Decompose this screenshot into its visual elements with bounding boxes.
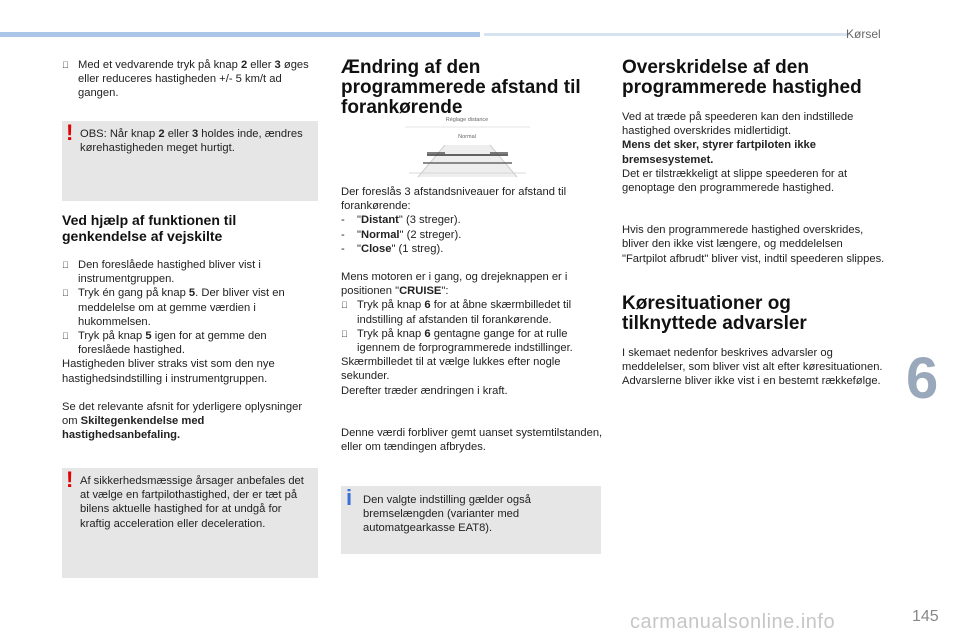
exclamation-warning-icon: ! [66, 467, 74, 492]
warning-text: OBS: Når knap 2 eller 3 holdes inde, ændres kørehastigheden meget hurtigt. [80, 128, 303, 155]
column-2 [341, 58, 603, 118]
paragraph: Advarslerne bliver ikke vist i en bestemt rækkefølge. [622, 375, 881, 388]
diagram-title: Réglage distance [445, 117, 489, 123]
paragraph: I skemaet nedenfor beskrives advarsler og meddelelser, som bliver vist alt efter køresituationen. [622, 346, 883, 374]
checkbox-bullet-icon [62, 286, 78, 329]
checkbox-bullet-icon [62, 58, 78, 101]
paragraph: Mens det sker, styrer fartpiloten ikke bremsesystemet. [622, 139, 816, 166]
warning-note-1 [62, 121, 318, 201]
page-number: 145 [912, 608, 939, 625]
list-item [62, 258, 320, 286]
list-item-text: Tryk på knap 5 igen for at gemme den foreslåede hastighed. [78, 330, 267, 357]
column-3 [622, 58, 888, 388]
watermark: carmanualsonline.info [630, 611, 836, 633]
column-1 [62, 58, 320, 101]
paragraph: Denne værdi forbliver gemt uanset systemtilstanden, eller om tændingen afbrydes. [341, 426, 603, 454]
paragraph: Se det relevante afsnit for yderligere oplysninger om Skiltegenkendelse med hastighedsanbefaling. [62, 400, 303, 442]
section-label: Kørsel [846, 27, 881, 41]
diagram-subtitle: Normal [458, 134, 476, 140]
list-item [341, 327, 603, 355]
paragraph: Hastigheden bliver straks vist som den nye hastighedsindstilling i instrumentgruppen. [62, 358, 275, 385]
paragraph: Mens motoren er i gang, og drejeknappen er i positionen "CRUISE": [341, 271, 568, 298]
list-item [341, 298, 603, 326]
info-note [341, 486, 601, 554]
paragraph: Ved at træde på speederen kan den indstillede hastighed overskrides midlertidigt. [622, 111, 854, 138]
column-1-body [62, 212, 320, 442]
distance-setting-diagram [405, 113, 530, 180]
paragraph: Derefter træder ændringen i kraft. [341, 384, 508, 397]
exclamation-warning-icon: ! [66, 120, 74, 145]
paragraph: Skærmbilledet til at vælge lukkes efter nogle sekunder. [341, 356, 561, 383]
road-shape [418, 145, 517, 177]
list-item: - "Distant" (3 streger). [341, 214, 461, 227]
paragraph: Der foreslås 3 afstandsniveauer for afstand til forankørende: [341, 186, 567, 213]
checkbox-bullet-icon [341, 327, 357, 355]
section-heading: Køresituationer og tilknyttede advarsler [622, 292, 807, 334]
section-heading: Ved hjælp af funktionen til genkendelse af vejskilte [62, 212, 237, 244]
list-item-text: Tryk én gang på knap 5. Der bliver vist en meddelelse om at gemme værdien i hukommelsen. [78, 287, 285, 328]
header-accent-bar [0, 32, 480, 37]
header-accent-bar-light [484, 33, 849, 36]
list-item: - "Normal" (2 streger). [341, 228, 462, 241]
list-item [62, 286, 320, 329]
paragraph: Det er tilstrækkeligt at slippe speederen for at genoptage den programmerede hastighed. [622, 167, 848, 195]
chapter-number: 6 [906, 346, 939, 411]
column-2-body [341, 185, 603, 454]
paragraph: Hvis den programmerede hastighed overskrides, bliver den ikke vist længere, og meddelelsen "Fartpilot afbrudt" bliver vist, indtil speederen slippes. [622, 224, 885, 265]
list-item-text: Med et vedvarende tryk på knap 2 eller 3 øges eller reduceres hastigheden +/- 5 km/t ad gangen. [78, 59, 309, 100]
list-item-text: Tryk på knap 6 for at åbne skærmbilledet til indstilling af afstanden til forankørende. [357, 299, 572, 326]
warning-text: Af sikkerhedsmæssige årsager anbefales det at vælge en fartpilothastighed, der er tæt på bilens aktuelle hastighed for at undgå for kraftig acceleration eller deceleration. [80, 475, 304, 530]
checkbox-bullet-icon [62, 329, 78, 357]
list-item: - "Close" (1 streg). [341, 242, 444, 255]
info-i-icon: i [346, 485, 353, 510]
checkbox-bullet-icon [62, 258, 78, 286]
checkbox-bullet-icon [341, 298, 357, 326]
list-item [62, 329, 320, 357]
list-item-text: Tryk på knap 6 gentagne gange for at rulle igennem de forprogrammerede indstillinger. [357, 327, 573, 355]
list-item-text: Den foreslåede hastighed bliver vist i instrumentgruppen. [78, 259, 261, 286]
info-text: Den valgte indstilling gælder også bremselængden (varianter med automatgearkasse EAT8). [363, 494, 531, 535]
warning-note-2 [62, 468, 318, 578]
section-heading: Overskridelse af den programmerede hastighed [622, 57, 862, 98]
section-heading: Ændring af den programmerede afstand til forankørende [341, 57, 581, 118]
list-item [62, 58, 320, 101]
